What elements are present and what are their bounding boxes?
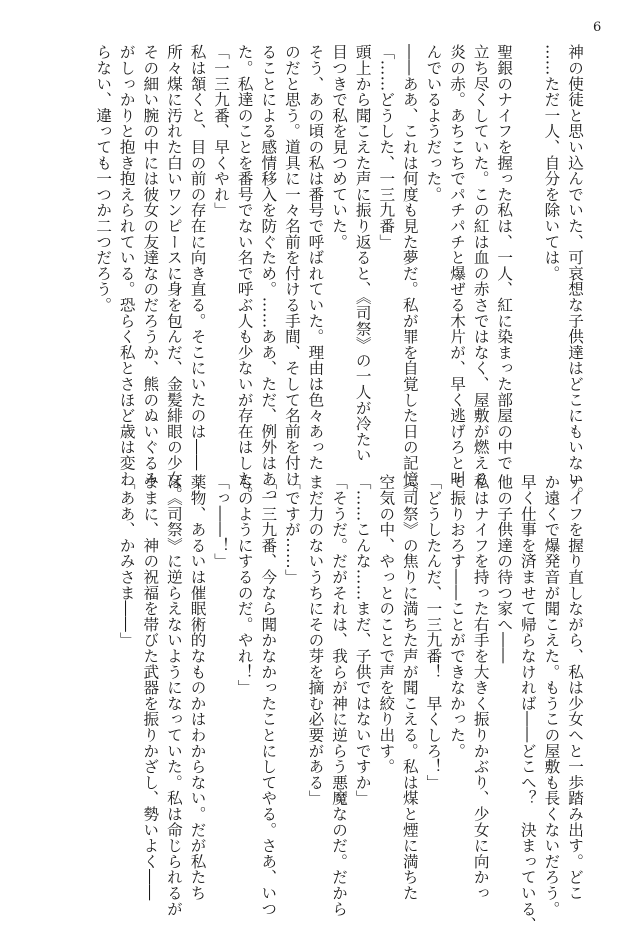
text-line: 「ああ、かみさま――」	[117, 474, 136, 648]
text-line: ……ただ一人、自分を除いては。	[542, 44, 561, 281]
text-line: がしっかりと抱き抱えられている。恐らく私とさほど歳は変わ	[117, 44, 136, 487]
text-line: ものようにするのだ。やれ！」	[235, 474, 254, 696]
text-line: た。私達のことを番号でない名で呼ぶ人も少ないが存在はした。	[235, 44, 254, 503]
text-line: 「そうだ。だがそれは、我らが神に逆らう悪魔なのだ。だから	[330, 474, 349, 917]
text-line: 空気の中、やっとのことで声を絞り出す。	[377, 474, 396, 775]
text-line: 早く仕事を済ませて帰らなければ――どこへ？ 決まっている、	[518, 474, 537, 932]
upper-text-block	[38, 44, 586, 503]
text-line: 「……どうした、一三九番」	[377, 44, 396, 250]
text-line: 「ですが……」	[282, 474, 301, 585]
text-line: 「っ――！」	[212, 474, 231, 569]
text-line: ることによる感情移入を防ぐため。……ああ、ただ、例外はあっ	[259, 44, 278, 503]
text-line: そう、あの頃の私は番号で呼ばれていた。理由は色々あった	[306, 44, 325, 471]
text-line: ――ああ、これは何度も見た夢だ。私が罪を自覚した日の記憶。	[400, 44, 419, 503]
text-line: 立ち尽くしていた。この紅は血の赤さではなく、屋敷が燃える	[471, 44, 490, 487]
text-line: のだと思う。道具に一々名前を付ける手間、そして名前を付け	[282, 44, 301, 487]
text-line: 私は頷くと、目の前の存在に向き直る。そこにいたのは――	[188, 44, 207, 471]
text-line: 他の子供達の待つ家へ――	[495, 474, 514, 664]
text-line: 「どうしたんだ、一三九番！ 早くしろ！」	[424, 474, 443, 790]
text-line: ナイフを握り直しながら、私は少女へと一歩踏み出す。どこ	[566, 474, 584, 901]
text-line: その細い腕の中には彼女の友達なのだろうか、熊のぬいぐるみ	[141, 44, 160, 487]
text-line: らない、違っても一つか二つだろう。	[94, 44, 113, 313]
text-line: 所々煤に汚れた白いワンピースに身を包んだ、金髪緋眼の少女。	[164, 44, 183, 503]
text-line: 聖銀のナイフを握った私は、一人、紅に染まった部屋の中で	[495, 44, 514, 471]
text-line: 「一三九番、今なら聞かなかったことにしてやる。さあ、いつ	[259, 474, 278, 917]
text-line: 「一三九番、早くやれ」	[212, 44, 231, 218]
text-line: て振りおろす――ことができなかった。	[448, 474, 467, 759]
text-line: んでいるようだった。	[424, 44, 443, 202]
lower-text-block	[38, 474, 586, 932]
text-line: 頭上から聞こえた声に振り返ると、《司祭》の一人が冷たい	[353, 44, 372, 463]
text-line: 目つきで私を見つめていた。	[330, 44, 349, 250]
text-line: 《司祭》の焦りに満ちた声が聞こえる。私は煤と煙に満ちた	[400, 474, 419, 901]
page-number: 6	[593, 20, 602, 35]
text-line: 私はナイフを持った右手を大きく振りかぶり、少女に向かっ	[471, 474, 490, 901]
text-line: か遠くで爆発音が聞こえた。もうこの屋敷も長くないだろう。	[542, 474, 561, 917]
text-line: まだ力のないうちにその芽を摘む必要がある」	[306, 474, 325, 806]
text-line: 炎の赤。あちこちでパチパチと爆ぜる木片が、早く逃げろと叫	[448, 44, 467, 487]
text-line: 「……こんな……まだ、子供ではないですか」	[353, 474, 372, 806]
text-line: ままに、神の祝福を帯びた武器を振りかざし、勢いよく――	[141, 474, 160, 901]
text-line: は《司祭》に逆らえないようになっていた。私は命じられるが	[164, 474, 183, 917]
text-line: 薬物、あるいは催眠術的なものかはわからない。だが私たち	[188, 474, 207, 901]
text-line: 神の使徒と思い込んでいた、可哀想な子供達はどこにもいない。	[566, 44, 584, 503]
text-line	[515, 44, 539, 442]
